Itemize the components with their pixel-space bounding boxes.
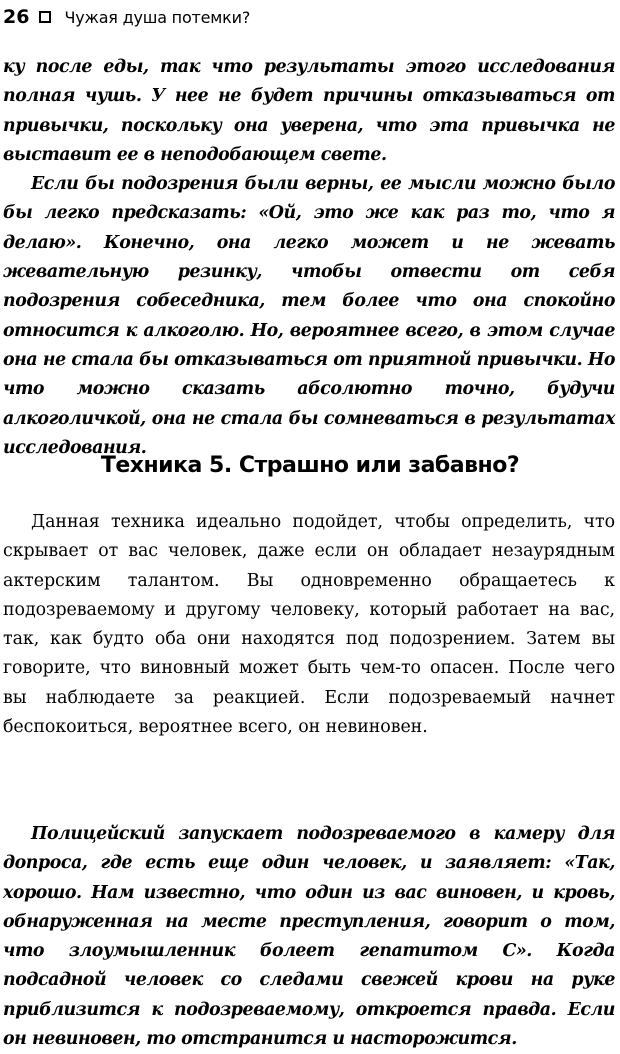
- paragraph-continuation: ку после еды, так что результаты этого исследования полная чушь. У нее не будет причины отказываться от привычки, поскольку она уверена, что эта привычка не выставит ее в неподобающем свете.: [3, 57, 615, 165]
- section-body-block: [3, 508, 615, 742]
- paragraph-technique-description: Данная техника идеально подойдет, чтобы определить, что скрывает от вас человек, даже если он обладает незаурядным актерским талантом. Вы одновременно обращаетесь к подозреваемому и другому человеку, который работает на вас, так, как будто оба они находятся под подозрением. Затем вы говорите, что виновный может быть чем-то опасен. После чего вы наблюдаете за реакцией. Если подозреваемый начнет беспокоиться, вероятнее всего, он невиновен.: [3, 512, 615, 738]
- intro-text-block: [3, 53, 615, 463]
- paragraph-suspicion: Если бы подозрения были верны, ее мысли можно было бы легко предсказать: «Ой, это же как раз то, что я делаю». Конечно, она легко может и не жевать жевательную резинку, чтобы отвести от себя подозрения собеседника, тем более что она спокойно относится к алкоголю. Но, вероятнее всего, в этом случае она не стала бы отказываться от приятной привычки. Но что можно сказать абсолютно точно, будучи алкоголичкой, она не стала бы сомневаться в результатах исследования.: [3, 174, 615, 458]
- page-number: 26: [3, 6, 30, 28]
- paragraph-example: Полицейский запускает подозреваемого в камеру для допроса, где есть еще один человек, и заявляет: «Так, хорошо. Нам известно, что один из вас виновен, и кровь, обнаруженная на месте преступления, говорит о том, что злоумышленник болеет гепатитом С». Когда подсадной человек со следами свежей крови на руке приблизится к подозреваемому, откроется правда. Если он невиновен, то отстранится и насторожится.: [3, 824, 615, 1050]
- section-heading: Техника 5. Страшно или забавно?: [100, 453, 520, 478]
- example-block: [3, 820, 615, 1054]
- hollow-square-icon: [39, 11, 51, 23]
- running-title: Чужая душа потемки?: [64, 7, 251, 27]
- page-header: [3, 2, 250, 32]
